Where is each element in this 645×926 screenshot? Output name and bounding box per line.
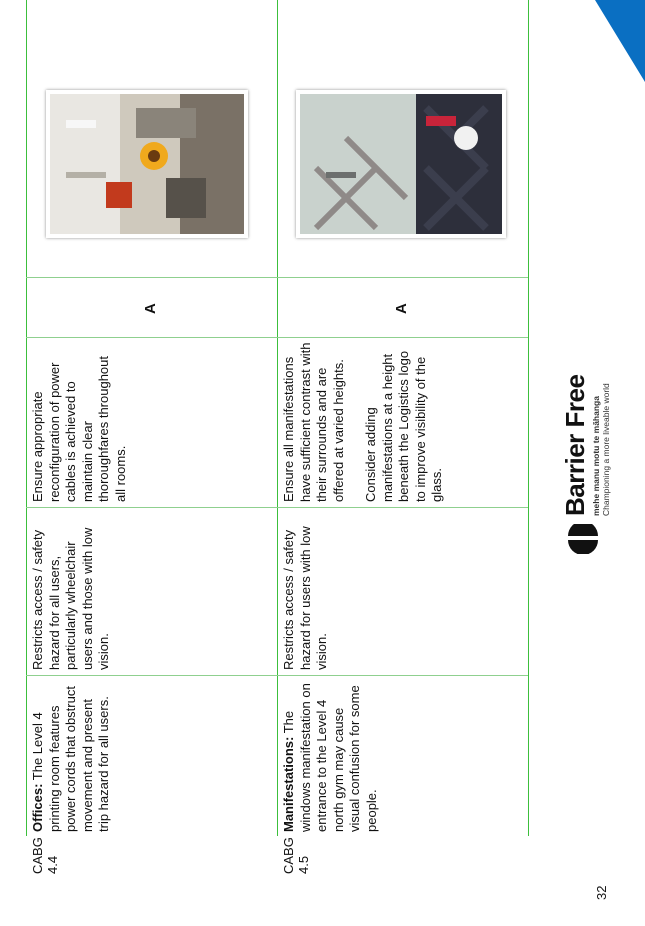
office-photo: [46, 90, 248, 238]
recommendation-cell: [30, 342, 129, 502]
logo-tagline-maori: mehe manu motu te māhanga: [591, 396, 601, 516]
impact-cell: Restricts access / safety hazard for users with low vision.: [281, 526, 329, 670]
issue-text: The Level 4 printing room features power cords that obstruct movement and present trip hazard for all users.: [30, 686, 111, 832]
logo-tagline: Championing a more liveable world: [601, 383, 611, 516]
table-bottom-border: [528, 0, 529, 836]
column-divider: [26, 507, 528, 508]
manifestation-photo-image: [296, 90, 506, 238]
row-code: CABG 4.5: [281, 837, 311, 874]
issue-title: Offices:: [30, 783, 45, 832]
column-divider: [26, 675, 528, 676]
column-divider: [26, 277, 528, 278]
rating: A: [142, 303, 159, 314]
office-photo-image: [46, 90, 248, 238]
recommendation-text: Ensure appropriate reconfiguration of power cables is achieved to maintain clear thoroughfares throughout all rooms.: [30, 356, 128, 502]
recommendation-text: Ensure all manifestations have sufficient contrast with their surrounds and are offered at varied heights.: [281, 342, 346, 502]
impact-cell: Restricts access / safety hazard for all users, particularly wheelchair users and those with low vision.: [30, 527, 111, 670]
column-divider: [26, 337, 528, 338]
row-code: CABG 4.4: [30, 837, 60, 874]
issue-text: The windows manifestation on entrance to the Level 4 north gym may cause visual confusion for some people.: [281, 683, 379, 832]
logo-mark-icon: [566, 524, 600, 554]
table-top-border: [26, 0, 27, 836]
rating: A: [393, 303, 410, 314]
issue-cell: [281, 682, 380, 832]
issue-title: Manifestations:: [281, 736, 296, 832]
recommendation-text-2: Consider adding manifestations at a height beneath the Logistics logo to improve visibility of the glass.: [363, 350, 444, 502]
page-number: 32: [594, 885, 609, 900]
logo-name: Barrier Free: [560, 374, 590, 516]
recommendation-cell: [281, 342, 446, 502]
row-divider: [277, 0, 278, 836]
issue-cell: [30, 682, 113, 832]
manifestation-photo: [296, 90, 506, 238]
